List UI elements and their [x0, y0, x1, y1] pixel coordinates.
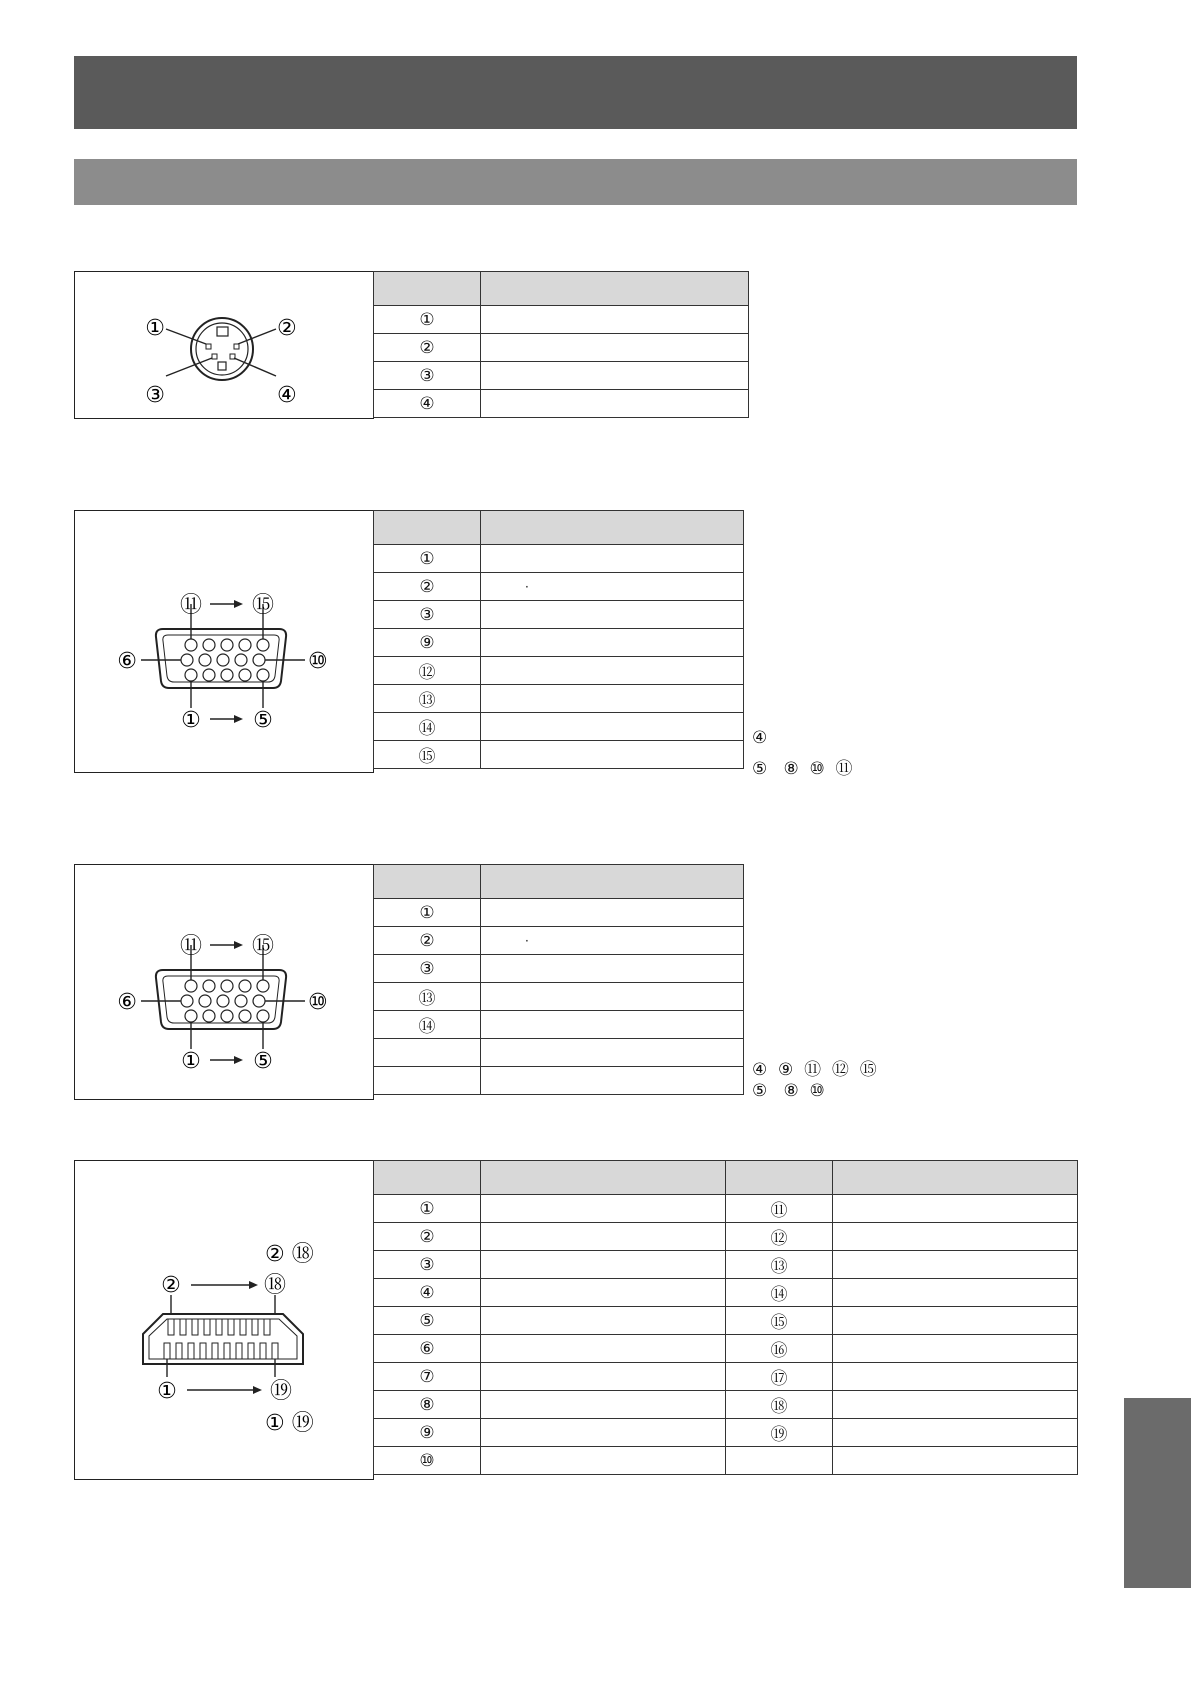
table-row	[374, 1363, 1078, 1391]
pin-number: ①	[374, 899, 481, 927]
rgb1-label-pin10: ⑩	[308, 649, 328, 674]
pin-number: ②	[374, 927, 481, 955]
hdmi-connector-diagram	[75, 1161, 375, 1481]
table-header-row	[374, 511, 744, 545]
rgb2-diagram-panel	[74, 864, 374, 1100]
table-row	[374, 1039, 744, 1067]
table-row	[374, 573, 744, 601]
pin-number: ⑪	[726, 1195, 833, 1223]
pin-signal	[481, 1039, 744, 1067]
rgb1-label-pin6: ⑥	[117, 649, 137, 674]
pin-number: ⑧	[374, 1391, 481, 1419]
pin-number: ⑱	[726, 1391, 833, 1419]
pin-number: ⑰	[726, 1363, 833, 1391]
pin-number: ⑬	[374, 685, 481, 713]
table-row	[374, 1307, 1078, 1335]
section-title-bar	[74, 159, 1077, 205]
page-title-bar	[74, 56, 1077, 129]
pin-signal	[481, 657, 744, 685]
pin-number: ③	[374, 1251, 481, 1279]
pin-signal	[481, 685, 744, 713]
pin-signal	[481, 741, 744, 769]
hdmi-even-pin-range: ② ⑱	[265, 1242, 314, 1267]
s-video-diagram-panel	[74, 271, 374, 419]
pin-number: ⑲	[726, 1419, 833, 1447]
pin-number: ⑭	[726, 1279, 833, 1307]
pin-number: ②	[374, 334, 481, 362]
table-row	[374, 899, 744, 927]
pin-number: ⑩	[374, 1447, 481, 1475]
s-video-label-pin3: ③	[145, 383, 165, 408]
table-row	[374, 390, 749, 418]
pin-number: ⑫	[374, 657, 481, 685]
pin-signal	[481, 899, 744, 927]
pin-number: ⑬	[726, 1251, 833, 1279]
table-header-row	[374, 865, 744, 899]
rgb1-label-pin15: ⑮	[251, 593, 275, 618]
pin-number: ⑤	[374, 1307, 481, 1335]
hdmi-diagram-panel	[74, 1160, 374, 1480]
rgb2-label-pin10: ⑩	[308, 990, 328, 1015]
s-video-label-pin4: ④	[277, 383, 297, 408]
table-row	[374, 334, 749, 362]
rgb1-label-pin1: ①	[181, 708, 201, 733]
pin-signal	[481, 713, 744, 741]
pin-number: ⑬	[374, 983, 481, 1011]
table-row	[374, 1195, 1078, 1223]
table-row	[374, 1447, 1078, 1475]
pin-number: ⑮	[374, 741, 481, 769]
pin-number: ③	[374, 362, 481, 390]
rgb1-label-pin5: ⑤	[253, 708, 273, 733]
rgb2-dsub-connector-diagram	[75, 865, 375, 1101]
table-row	[374, 713, 744, 741]
pin-number	[374, 1039, 481, 1067]
hdmi-odd-pin-range: ① ⑲	[265, 1411, 314, 1436]
rgb1-dsub-connector-diagram	[75, 511, 375, 774]
pin-signal	[481, 629, 744, 657]
pin-number: ⑭	[374, 1011, 481, 1039]
pin-signal	[481, 334, 749, 362]
rgb2-label-pin15: ⑮	[251, 934, 275, 959]
rgb2-label-pin5: ⑤	[253, 1049, 273, 1074]
pin-signal	[481, 362, 749, 390]
pin-signal	[481, 306, 749, 334]
table-row	[374, 1419, 1078, 1447]
table-header-row	[374, 1161, 1078, 1195]
pin-number: ⑮	[726, 1307, 833, 1335]
table-row	[374, 362, 749, 390]
table-row	[374, 1335, 1078, 1363]
rgb2-note-line2: ⑤ ⑧ ⑩	[752, 1081, 825, 1101]
table-row	[374, 983, 744, 1011]
table-row	[374, 306, 749, 334]
pin-signal	[481, 1067, 744, 1095]
table-row	[374, 955, 744, 983]
pin-signal	[481, 1011, 744, 1039]
table-row	[374, 741, 744, 769]
pin-number: ④	[374, 390, 481, 418]
pin-number	[726, 1447, 833, 1475]
rgb1-label-pin11: ⑪	[179, 593, 203, 618]
pin-signal	[481, 601, 744, 629]
pin-number: ⑫	[726, 1223, 833, 1251]
s-video-label-pin1: ①	[145, 316, 165, 341]
pin-number: ⑦	[374, 1363, 481, 1391]
pin-signal	[481, 983, 744, 1011]
pin-number: ⑭	[374, 713, 481, 741]
rgb2-pin-table	[373, 864, 744, 1095]
pin-signal	[481, 955, 744, 983]
rgb1-pin-table	[373, 510, 744, 769]
pin-number	[374, 1067, 481, 1095]
table-row	[374, 1279, 1078, 1307]
rgb2-label-pin11: ⑪	[179, 934, 203, 959]
pin-number: ⑨	[374, 629, 481, 657]
pin-signal	[481, 390, 749, 418]
pin-number: ①	[374, 1195, 481, 1223]
s-video-label-pin2: ②	[277, 316, 297, 341]
pin-number: ⑯	[726, 1335, 833, 1363]
rgb1-diagram-panel	[74, 510, 374, 773]
table-row	[374, 1251, 1078, 1279]
table-row	[374, 927, 744, 955]
pin-number: ②	[374, 573, 481, 601]
table-header-row	[374, 272, 749, 306]
pin-number: ①	[374, 306, 481, 334]
hdmi-label-pin2: ②	[161, 1273, 181, 1298]
table-row	[374, 685, 744, 713]
rgb2-label-pin1: ①	[181, 1049, 201, 1074]
table-row	[374, 657, 744, 685]
hdmi-label-pin18: ⑱	[263, 1273, 287, 1298]
table-row	[374, 545, 744, 573]
table-row	[374, 1223, 1078, 1251]
pin-number: ④	[374, 1279, 481, 1307]
table-row	[374, 629, 744, 657]
hdmi-label-pin1: ①	[157, 1379, 177, 1404]
s-video-connector-diagram	[75, 272, 375, 420]
pin-number: ③	[374, 601, 481, 629]
rgb1-note-line1: ④	[752, 728, 768, 748]
pin-signal	[481, 545, 744, 573]
pin-signal: ·	[481, 927, 744, 955]
table-row	[374, 1011, 744, 1039]
rgb2-note-line1: ④ ⑨ ⑪ ⑫ ⑮	[752, 1060, 877, 1080]
pin-number: ②	[374, 1223, 481, 1251]
table-row	[374, 601, 744, 629]
hdmi-pin-table	[373, 1160, 1078, 1475]
pin-signal: ·	[481, 573, 744, 601]
rgb2-label-pin6: ⑥	[117, 990, 137, 1015]
pin-number: ③	[374, 955, 481, 983]
rgb1-note-line2: ⑤ ⑧ ⑩ ⑪	[752, 759, 853, 779]
pin-number: ①	[374, 545, 481, 573]
chapter-side-tab	[1124, 1398, 1191, 1588]
hdmi-label-pin19: ⑲	[269, 1379, 293, 1404]
table-row	[374, 1067, 744, 1095]
pin-number: ⑨	[374, 1419, 481, 1447]
s-video-pin-table	[373, 271, 749, 418]
pin-number: ⑥	[374, 1335, 481, 1363]
table-row	[374, 1391, 1078, 1419]
